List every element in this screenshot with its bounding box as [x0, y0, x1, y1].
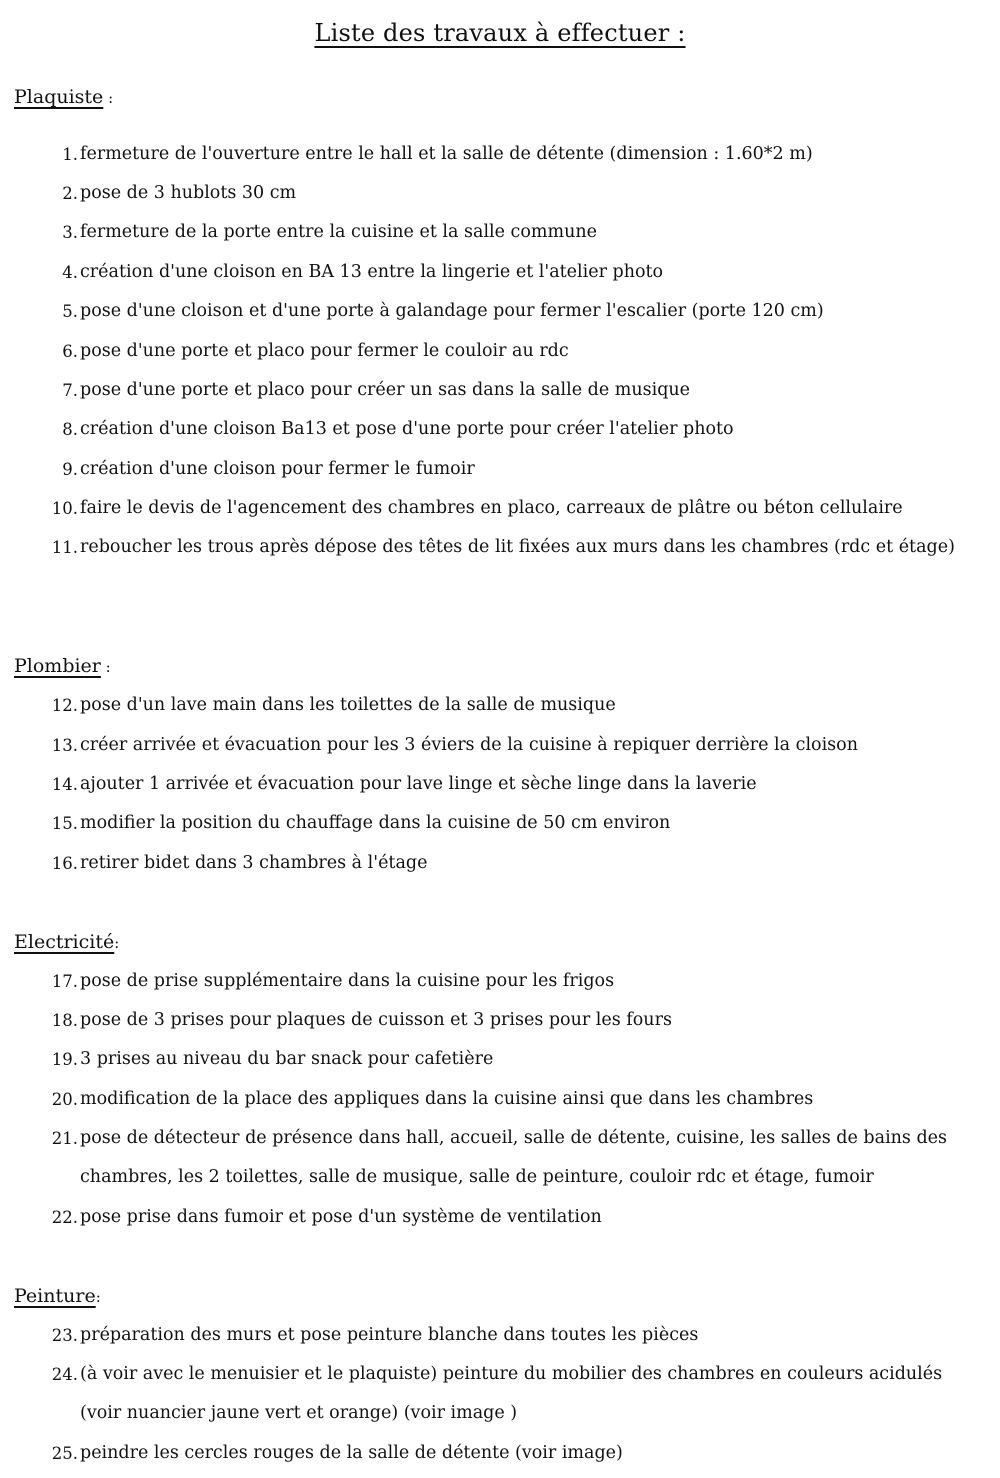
item-number: 8.: [62, 420, 78, 439]
item-number: 23.: [51, 1326, 78, 1345]
item-number: 18.: [51, 1011, 78, 1030]
item-text: modification de la place des appliques dans la cuisine ainsi que dans les chambres: [80, 1089, 814, 1109]
item-number: 1.: [62, 145, 78, 164]
section-heading-peinture: Peinture:: [14, 1285, 101, 1307]
item-text: pose de détecteur de présence dans hall, accueil, salle de détente, cuisine, les salles de bains des chambres, les 2 toilettes, salle de musique, salle de peinture, couloir rdc et étage, fumoir: [80, 1128, 948, 1187]
section-heading-electricite: Electricité:: [14, 931, 120, 953]
item-text: création d'une cloison en BA 13 entre la lingerie et l'atelier photo: [80, 262, 664, 282]
item-text: (à voir avec le menuisier et le plaquiste) peinture du mobilier des chambres en couleurs acidulés (voir nuancier jaune vert et orange) (voir image ): [80, 1364, 943, 1423]
item-text: pose d'un lave main dans les toilettes de la salle de musique: [80, 695, 616, 715]
item-text: ajouter 1 arrivée et évacuation pour lave linge et sèche linge dans la laverie: [80, 774, 757, 794]
item-text: fermeture de la porte entre la cuisine et la salle commune: [80, 222, 597, 242]
item-number: 21.: [51, 1129, 78, 1148]
document-title-text: Liste des travaux à effectuer :: [314, 19, 686, 47]
item-text: faire le devis de l'agencement des chambres en placo, carreaux de plâtre ou béton cellulaire: [80, 498, 903, 518]
item-text: pose d'une cloison et d'une porte à galandage pour fermer l'escalier (porte 120 cm): [80, 301, 824, 321]
item-text: pose de 3 hublots 30 cm: [80, 183, 297, 203]
item-number: 10.: [51, 499, 78, 518]
item-text: pose d'une porte et placo pour créer un sas dans la salle de musique: [80, 380, 691, 400]
item-number: 3.: [62, 223, 78, 242]
item-text: création d'une cloison pour fermer le fumoir: [80, 459, 475, 479]
item-text: pose d'une porte et placo pour fermer le couloir au rdc: [80, 341, 569, 361]
item-text: modifier la position du chauffage dans la cuisine de 50 cm environ: [80, 813, 671, 833]
item-number: 24.: [51, 1365, 78, 1384]
item-number: 4.: [62, 263, 78, 282]
item-number: 6.: [62, 342, 78, 361]
item-text: pose de prise supplémentaire dans la cuisine pour les frigos: [80, 971, 615, 991]
item-number: 22.: [51, 1208, 78, 1227]
item-number: 7.: [62, 381, 78, 400]
item-number: 2.: [62, 184, 78, 203]
item-number: 16.: [51, 854, 78, 873]
item-number: 17.: [51, 972, 78, 991]
item-text: retirer bidet dans 3 chambres à l'étage: [80, 853, 428, 873]
item-text: reboucher les trous après dépose des têtes de lit fixées aux murs dans les chambres (rdc et étage): [80, 537, 955, 557]
section-heading-plombier: Plombier :: [14, 655, 111, 677]
item-text: préparation des murs et pose peinture blanche dans toutes les pièces: [80, 1325, 699, 1345]
item-number: 20.: [51, 1090, 78, 1109]
document-title: [0, 16, 1000, 50]
item-number: 14.: [51, 775, 78, 794]
item-text: 3 prises au niveau du bar snack pour cafetière: [80, 1049, 494, 1069]
item-number: 13.: [51, 736, 78, 755]
item-number: 15.: [51, 814, 78, 833]
item-text: pose prise dans fumoir et pose d'un système de ventilation: [80, 1207, 602, 1227]
item-number: 11.: [51, 538, 78, 557]
item-number: 12.: [51, 696, 78, 715]
item-text: créer arrivée et évacuation pour les 3 éviers de la cuisine à repiquer derrière la cloison: [80, 735, 858, 755]
item-text: pose de 3 prises pour plaques de cuisson et 3 prises pour les fours: [80, 1010, 672, 1030]
item-text: fermeture de l'ouverture entre le hall et la salle de détente (dimension : 1.60*2 m): [80, 144, 813, 164]
item-number: 25.: [51, 1444, 78, 1463]
item-number: 19.: [51, 1050, 78, 1069]
section-heading-plaquiste: Plaquiste :: [14, 86, 114, 108]
item-number: 5.: [62, 302, 78, 321]
item-text: création d'une cloison Ba13 et pose d'une porte pour créer l'atelier photo: [80, 419, 734, 439]
item-number: 9.: [62, 460, 78, 479]
item-text: peindre les cercles rouges de la salle de détente (voir image): [80, 1443, 623, 1463]
